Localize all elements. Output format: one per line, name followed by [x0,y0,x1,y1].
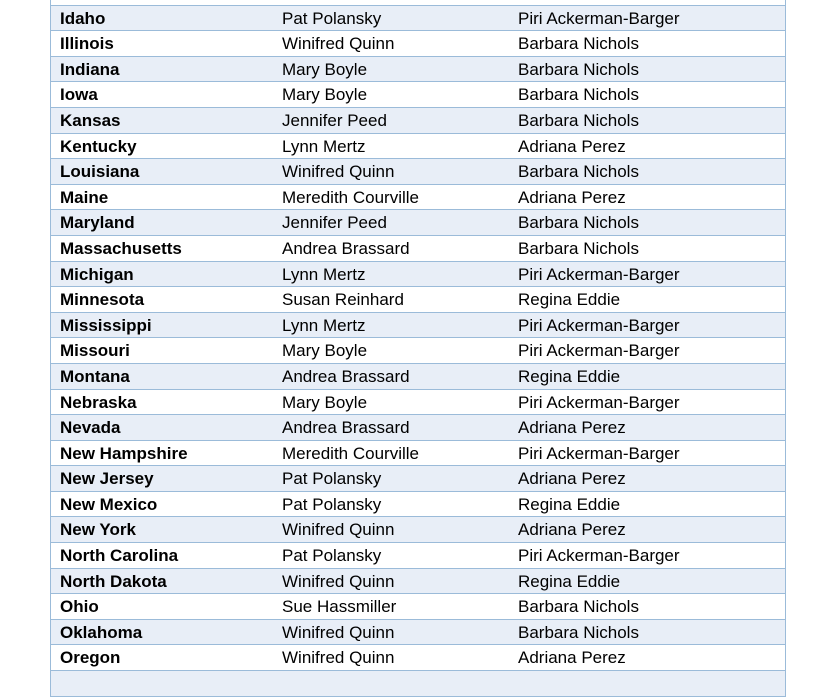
table-row [50,82,786,108]
table-row [50,671,786,697]
contact-b-cell: Adriana Perez [518,648,626,668]
contact-a-cell: Winifred Quinn [282,520,395,540]
contact-a-cell: Andrea Brassard [282,238,410,258]
contact-a-cell [272,671,509,696]
contact-b-cell: Piri Ackerman-Barger [518,264,680,284]
state-cell: New Hampshire [60,443,188,463]
contact-b-cell: Barbara Nichols [518,238,639,258]
contact-b-cell: Adriana Perez [518,187,626,207]
table-row [50,287,786,313]
table-row [50,134,786,160]
state-cell [51,0,272,5]
contact-a-cell: Mary Boyle [282,392,368,412]
contact-a-cell: Pat Polansky [282,546,382,566]
contact-a-cell: Lynn Mertz [282,264,366,284]
contact-b-cell: Barbara Nichols [518,59,639,79]
contact-b-cell: Regina Eddie [518,366,621,386]
contact-b-cell: Regina Eddie [518,571,621,591]
contact-b-cell: Barbara Nichols [518,162,639,182]
table-row [50,31,786,57]
state-cell: North Dakota [60,571,167,591]
contact-a-cell [272,0,509,5]
contact-b-cell: Adriana Perez [518,469,626,489]
table-row [50,543,786,569]
state-cell: Missouri [60,341,130,361]
contact-b-cell: Barbara Nichols [518,213,639,233]
table-row [50,390,786,416]
state-cell: New Mexico [60,494,158,514]
table-row [50,517,786,543]
contact-b-cell: Adriana Perez [518,520,626,540]
state-cell: New York [60,520,136,540]
contact-a-cell: Winifred Quinn [282,571,395,591]
contact-b-cell: Adriana Perez [518,418,626,438]
contact-a-cell: Susan Reinhard [282,290,404,310]
contact-a-cell: Pat Polansky [282,469,382,489]
contact-b-cell: Piri Ackerman-Barger [518,443,680,463]
state-cell: Idaho [60,8,106,28]
table-row [50,645,786,671]
state-cell: Indiana [60,59,120,79]
state-cell: Minnesota [60,290,145,310]
contact-b-cell: Regina Eddie [518,290,621,310]
table-row [50,185,786,211]
table-row [50,210,786,236]
state-cell: North Carolina [60,546,179,566]
table-row [50,262,786,288]
contact-a-cell: Winifred Quinn [282,622,395,642]
contact-a-cell: Mary Boyle [282,85,368,105]
contact-a-cell: Lynn Mertz [282,315,366,335]
contact-a-cell: Winifred Quinn [282,34,395,54]
contact-a-cell: Mary Boyle [282,59,368,79]
contact-a-cell: Andrea Brassard [282,418,410,438]
table-row [50,364,786,390]
contact-a-cell: Sue Hassmiller [282,597,397,617]
state-cell: Kentucky [60,136,137,156]
contact-b-cell: Piri Ackerman-Barger [518,392,680,412]
state-cell: Illinois [60,34,114,54]
contact-b-cell [509,0,785,5]
state-cell: Montana [60,366,130,386]
contact-a-cell: Lynn Mertz [282,136,366,156]
state-cell: Maryland [60,213,135,233]
contact-b-cell: Barbara Nichols [518,34,639,54]
state-cell: Michigan [60,264,134,284]
table-row [50,108,786,134]
contact-a-cell: Winifred Quinn [282,162,395,182]
state-cell [51,671,272,696]
state-cell: New Jersey [60,469,154,489]
contact-b-cell: Barbara Nichols [518,597,639,617]
state-cell: Iowa [60,85,98,105]
table-row [50,6,786,32]
contact-b-cell: Barbara Nichols [518,110,639,130]
contact-a-cell: Andrea Brassard [282,366,410,386]
table-row [50,492,786,518]
table-row [50,441,786,467]
state-cell: Nebraska [60,392,137,412]
contact-b-cell: Piri Ackerman-Barger [518,315,680,335]
state-cell: Oregon [60,648,121,668]
state-cell: Maine [60,187,109,207]
table-row [50,415,786,441]
state-contacts-table [50,0,786,697]
state-cell: Massachusetts [60,238,182,258]
contact-b-cell: Piri Ackerman-Barger [518,546,680,566]
contact-b-cell: Adriana Perez [518,136,626,156]
contact-b-cell [509,671,785,696]
contact-b-cell: Barbara Nichols [518,622,639,642]
contact-b-cell: Piri Ackerman-Barger [518,8,680,28]
table-row [50,594,786,620]
table-row [50,569,786,595]
contact-a-cell: Winifred Quinn [282,648,395,668]
table-row [50,313,786,339]
table-row [50,338,786,364]
contact-b-cell: Piri Ackerman-Barger [518,341,680,361]
state-cell: Oklahoma [60,622,143,642]
contact-a-cell: Jennifer Peed [282,110,387,130]
table-row [50,236,786,262]
state-cell: Louisiana [60,162,140,182]
contact-a-cell: Pat Polansky [282,494,382,514]
state-cell: Ohio [60,597,99,617]
contact-a-cell: Meredith Courville [282,443,419,463]
contact-a-cell: Mary Boyle [282,341,368,361]
contact-b-cell: Barbara Nichols [518,85,639,105]
contact-a-cell: Pat Polansky [282,8,382,28]
table-row [50,159,786,185]
table-row [50,620,786,646]
state-cell: Mississippi [60,315,152,335]
table-row [50,57,786,83]
state-cell: Kansas [60,110,121,130]
contact-b-cell: Regina Eddie [518,494,621,514]
table-row [50,466,786,492]
contact-a-cell: Jennifer Peed [282,213,387,233]
contact-a-cell: Meredith Courville [282,187,419,207]
state-cell: Nevada [60,418,121,438]
